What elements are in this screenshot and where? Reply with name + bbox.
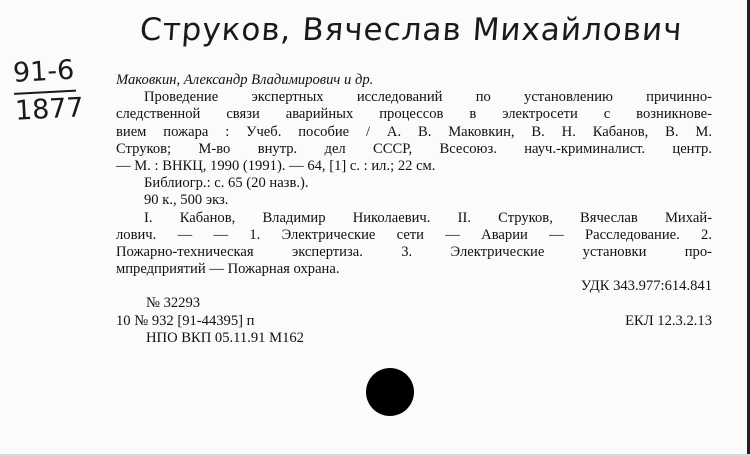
order-line: 10 № 932 [91-44395] п: [116, 312, 255, 329]
price-print-run: 90 к., 500 экз.: [144, 192, 229, 209]
title-line-1: Проведение экспертных исследований по установлению причинно-: [144, 89, 712, 106]
handwritten-call-number: [12, 53, 86, 129]
title-line-5: — М. : ВНКЦ, 1990 (1991). — 64, [1] с. : ил.; 22 см.: [116, 157, 436, 174]
bibliography-note: Библиогр.: с. 65 (20 назв.).: [144, 175, 309, 192]
udc-code: УДК 343.977:614.841: [580, 278, 712, 295]
title-line-4: Струков; М-во внутр. дел СССР, Всесоюз. науч.-криминалист. центр.: [116, 140, 712, 157]
record-body: [116, 72, 712, 347]
tracings-line-3: Пожарно-техническая экспертиза. 3. Электрические установки про-: [116, 243, 712, 260]
card-number: № 32293: [146, 295, 201, 312]
title-line-3: вием пожара : Учеб. пособие / А. В. Маковкин, В. Н. Кабанов, В. М.: [116, 123, 712, 140]
tracings-line-2: лович. — — 1. Электрические сети — Аварии — Расследование. 2.: [116, 226, 712, 243]
call-number-top: 91-6: [12, 54, 76, 89]
tracings-line-1: I. Кабанов, Владимир Николаевич. II. Струков, Вячеслав Михай-: [144, 209, 712, 226]
publisher-line: НПО ВКП 05.11.91 М162: [146, 329, 304, 346]
card-punch-hole: [366, 368, 414, 416]
tracings-line-4: мпредприятий — Пожарная охрана.: [116, 261, 340, 278]
order-row: [116, 313, 712, 330]
title-line-2: следственной связи аварийных процессов в электросети с возникнове-: [116, 106, 712, 123]
record-heading: Маковкин, Александр Владимирович и др.: [116, 72, 374, 88]
call-number-bottom: 1877: [14, 90, 78, 129]
handwritten-author-name: Струков, Вячеслав Михайлович: [138, 12, 684, 48]
bbk-code: ЕКЛ 12.3.2.13: [625, 312, 712, 329]
